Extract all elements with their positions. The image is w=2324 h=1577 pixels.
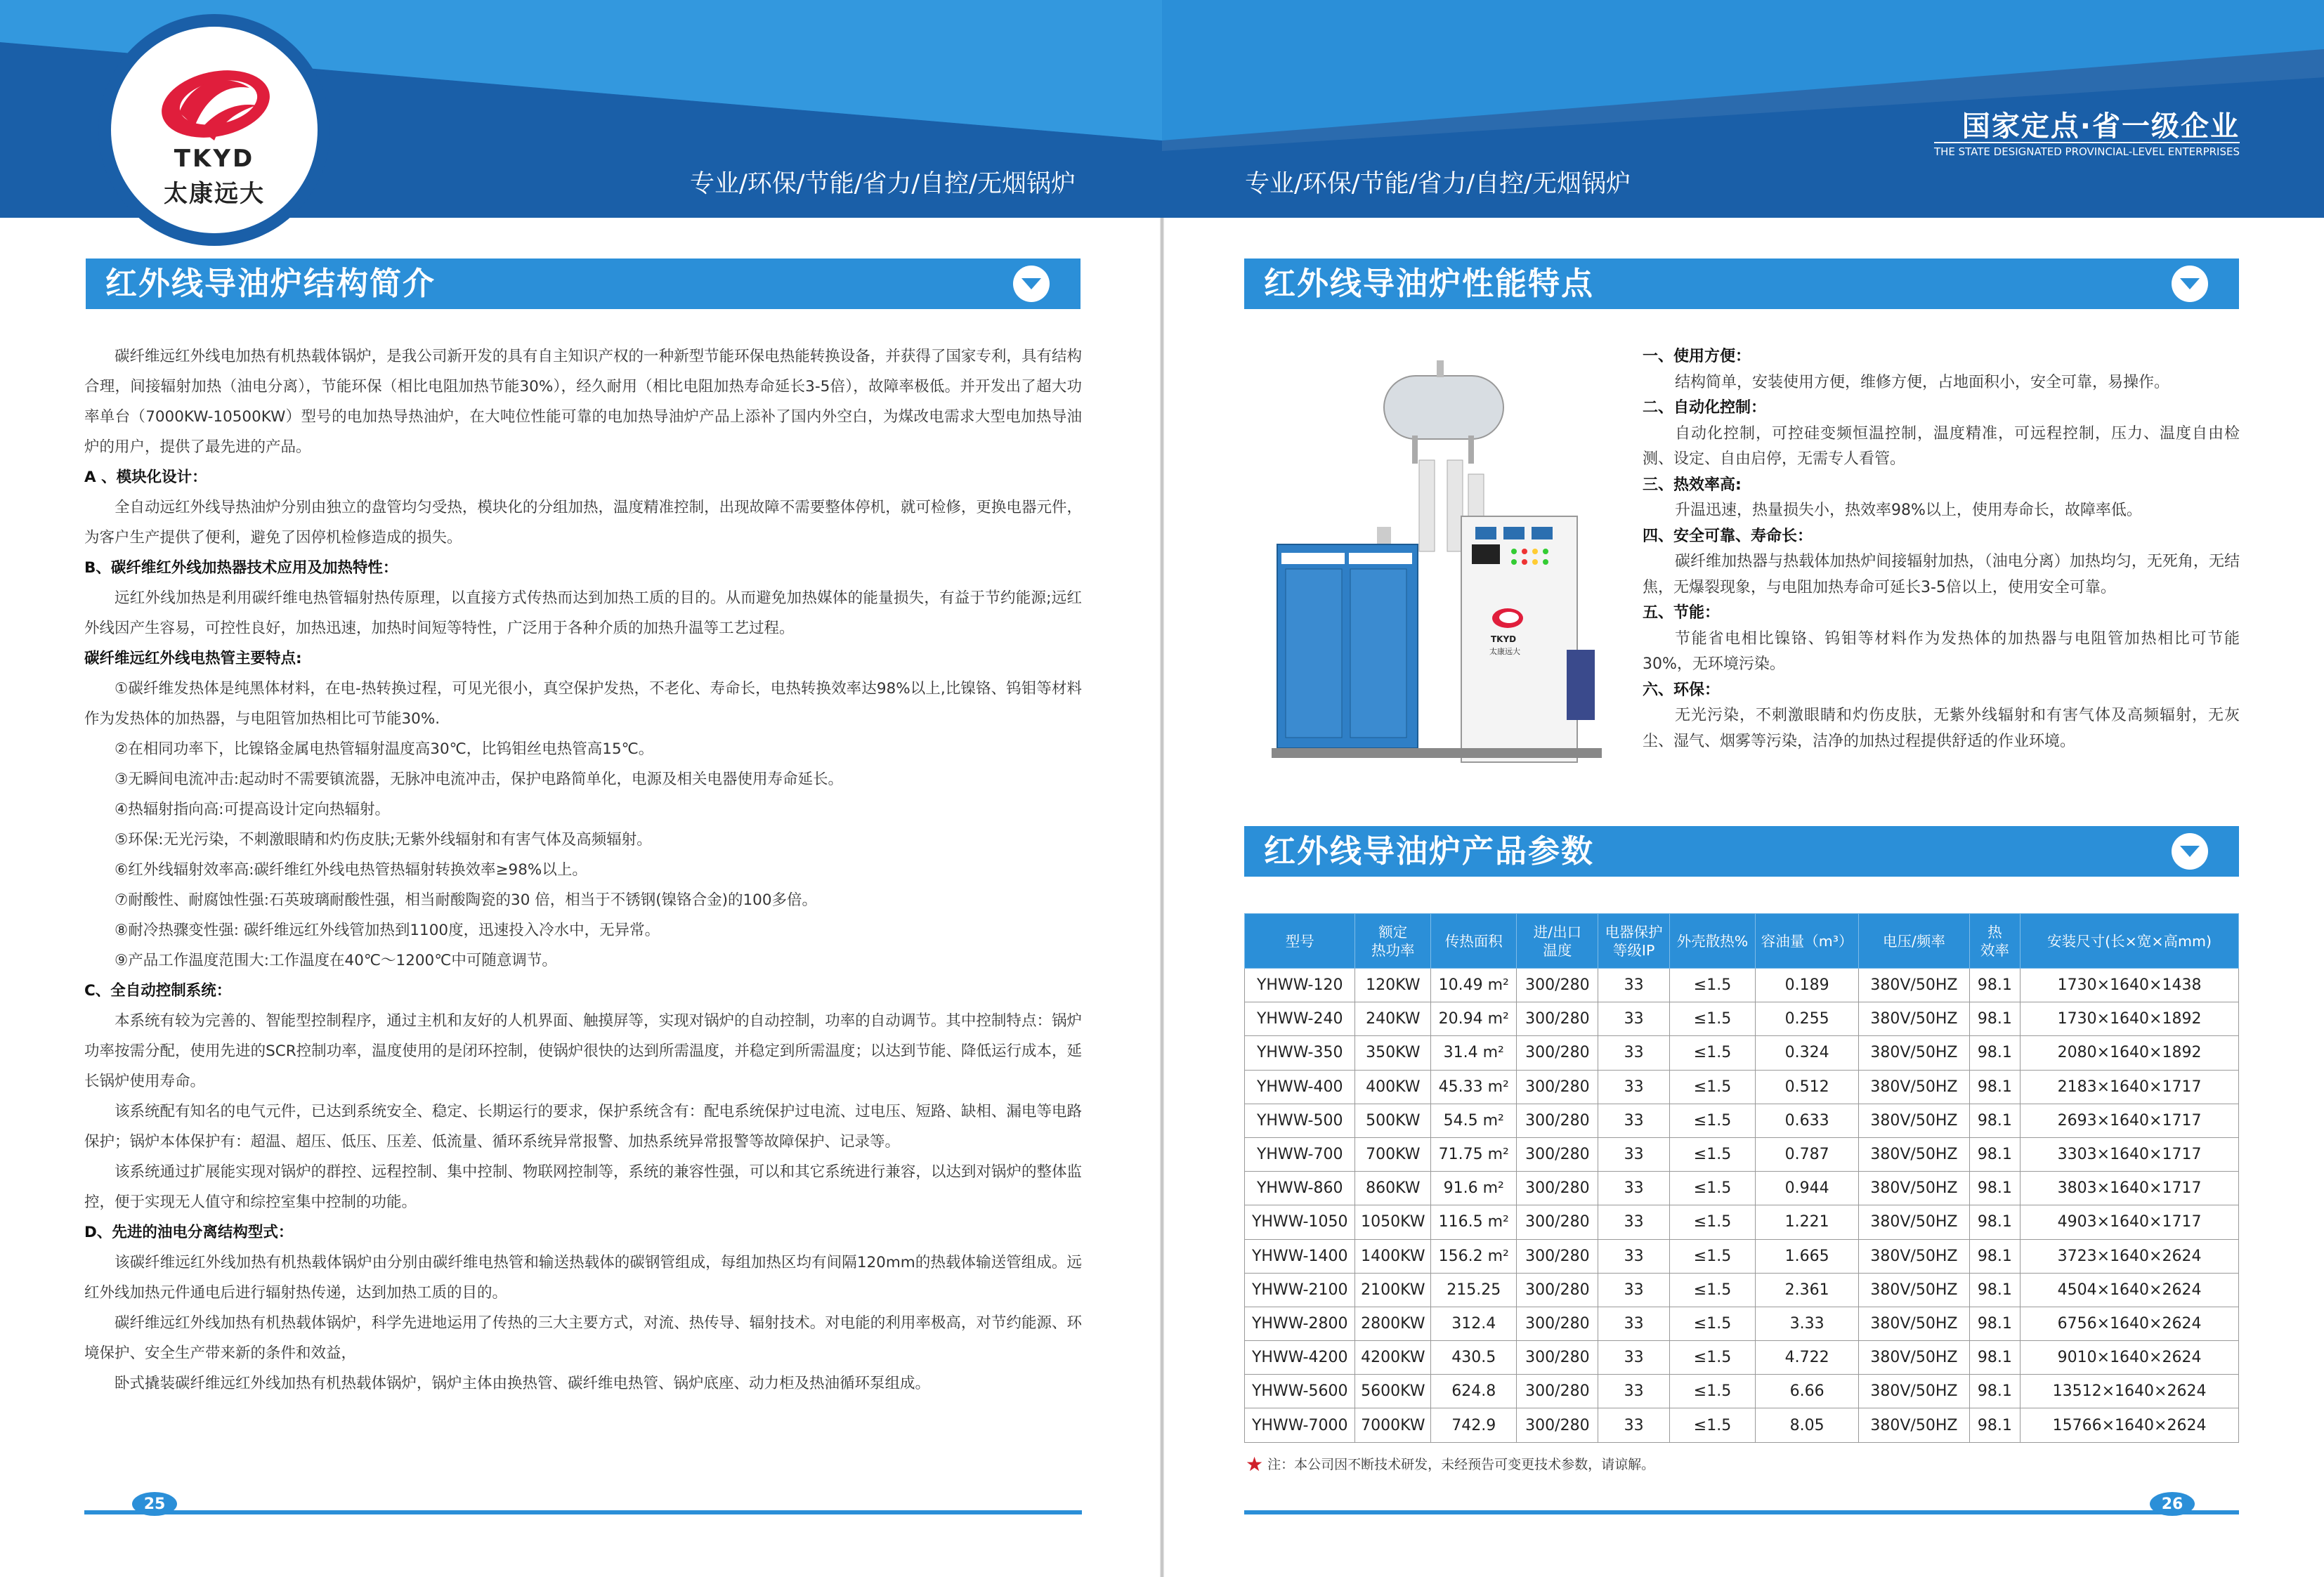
table-cell: 33 bbox=[1598, 1002, 1670, 1036]
table-cell: 380V/50HZ bbox=[1859, 1341, 1969, 1375]
body-paragraph: ④热辐射指向高:可提高设计定向热辐射。 bbox=[115, 801, 391, 818]
table-cell: YHWW-5600 bbox=[1245, 1375, 1355, 1408]
table-cell: 33 bbox=[1598, 1273, 1670, 1307]
table-cell: YHWW-4200 bbox=[1245, 1341, 1355, 1375]
body-paragraph: ⑤环保:无光污染，不刺激眼睛和灼伤皮肤;无紫外线辐射和有害气体及高频辐射。 bbox=[115, 831, 652, 849]
table-row bbox=[1245, 1002, 2239, 1036]
table-cell: 380V/50HZ bbox=[1859, 969, 1969, 1002]
table-header-row bbox=[1245, 914, 2239, 969]
table-cell: 860KW bbox=[1355, 1172, 1431, 1205]
body-paragraph: A 、模块化设计： bbox=[84, 469, 207, 486]
table-cell: 33 bbox=[1598, 1341, 1670, 1375]
feature-paragraph: 四、安全可靠、寿命长： bbox=[1643, 527, 1813, 545]
table-cell: 3303×1640×1717 bbox=[2021, 1137, 2239, 1171]
table-row bbox=[1245, 1172, 2239, 1205]
table-cell: 0.787 bbox=[1756, 1137, 1859, 1171]
table-cell: 33 bbox=[1598, 1205, 1670, 1239]
table-cell: 300/280 bbox=[1517, 1172, 1598, 1205]
table-cell: 13512×1640×2624 bbox=[2021, 1375, 2239, 1408]
feature-paragraph: 六、环保： bbox=[1643, 681, 1721, 699]
table-cell: 2183×1640×1717 bbox=[2021, 1070, 2239, 1104]
table-cell: YHWW-350 bbox=[1245, 1036, 1355, 1070]
table-cell: YHWW-500 bbox=[1245, 1104, 1355, 1137]
company-logo bbox=[98, 14, 330, 246]
machine-logo-cn: 太康远大 bbox=[1489, 647, 1520, 656]
table-cell: 300/280 bbox=[1517, 1137, 1598, 1171]
body-paragraph: 卧式撬装碳纤维远红外线加热有机热载体锅炉，锅炉主体由换热管、碳纤维电热管、锅炉底座、动力柜及热油循环泵组成。 bbox=[115, 1375, 931, 1392]
table-footnote-text: 注：本公司因不断技术研发，未经预告可变更技术参数，请谅解。 bbox=[1267, 1457, 1655, 1472]
table-cell: 300/280 bbox=[1517, 1375, 1598, 1408]
table-cell: 3723×1640×2624 bbox=[2021, 1239, 2239, 1273]
table-cell: 4903×1640×1717 bbox=[2021, 1205, 2239, 1239]
parameter-table bbox=[1244, 913, 2239, 1443]
body-paragraph: 碳纤维远红外线电热管主要特点: bbox=[84, 650, 302, 667]
section-title-structure bbox=[86, 259, 1081, 309]
logo-text-en: TKYD bbox=[174, 145, 255, 173]
table-cell: 380V/50HZ bbox=[1859, 1239, 1969, 1273]
table-cell: 350KW bbox=[1355, 1036, 1431, 1070]
table-cell: YHWW-860 bbox=[1245, 1172, 1355, 1205]
product-image bbox=[1272, 355, 1602, 776]
table-header-cell: 进/出口 温度 bbox=[1517, 914, 1598, 969]
slogan-left: 专业/环保/节能/省力/自控/无烟锅炉 bbox=[690, 170, 1076, 198]
feature-paragraph: 五、节能： bbox=[1643, 604, 1721, 622]
table-cell: YHWW-400 bbox=[1245, 1070, 1355, 1104]
table-cell: ≤1.5 bbox=[1669, 1408, 1755, 1442]
table-cell: 33 bbox=[1598, 1036, 1670, 1070]
table-cell: 45.33 m² bbox=[1431, 1070, 1517, 1104]
table-cell: 1400KW bbox=[1355, 1239, 1431, 1273]
table-cell: 1730×1640×1438 bbox=[2021, 969, 2239, 1002]
table-cell: 380V/50HZ bbox=[1859, 1273, 1969, 1307]
table-cell: 33 bbox=[1598, 1172, 1670, 1205]
table-row bbox=[1245, 1070, 2239, 1104]
table-cell: 380V/50HZ bbox=[1859, 1408, 1969, 1442]
table-cell: 5600KW bbox=[1355, 1375, 1431, 1408]
body-paragraph: C、全自动控制系统： bbox=[84, 982, 232, 1000]
page-header bbox=[0, 0, 2324, 218]
table-cell: 15766×1640×2624 bbox=[2021, 1408, 2239, 1442]
table-cell: 98.1 bbox=[1969, 1104, 2021, 1137]
body-paragraph: D、先进的油电分离结构型式： bbox=[84, 1224, 294, 1241]
table-row bbox=[1245, 1104, 2239, 1137]
table-cell: 6.66 bbox=[1756, 1375, 1859, 1408]
table-cell: 624.8 bbox=[1431, 1375, 1517, 1408]
body-paragraph: 碳纤维远红外线电加热有机热载体锅炉，是我公司新开发的具有自主知识产权的一种新型节能环保电热能转换设备，并获得了国家专利，具有结构合理，间接辐射加热（油电分离），节能环保（相比电阻加热节能30%），经久耐用（相比电阻加热寿命延长3-5倍），故障率极低。并开发出了超大功率单台（7000KW-10500KW）型号的电加热导热油炉，在大吨位性能可靠的电加热导油炉产品上添补了国内外空白，为煤改电需求大型电加热导油炉的用户，提供了最先进的产品。 bbox=[84, 348, 1082, 456]
table-cell: 1.221 bbox=[1756, 1205, 1859, 1239]
footer-rule-right bbox=[1244, 1510, 2239, 1514]
table-cell: 300/280 bbox=[1517, 1307, 1598, 1340]
table-cell: 380V/50HZ bbox=[1859, 1104, 1969, 1137]
table-cell: ≤1.5 bbox=[1669, 969, 1755, 1002]
table-cell: 380V/50HZ bbox=[1859, 1375, 1969, 1408]
table-cell: 3.33 bbox=[1756, 1307, 1859, 1340]
table-cell: 6756×1640×2624 bbox=[2021, 1307, 2239, 1340]
feature-paragraph: 结构简单，安装使用方便，维修方便，占地面积小，安全可靠，易操作。 bbox=[1675, 373, 2170, 391]
org-subtitle: THE STATE DESIGNATED PROVINCIAL-LEVEL ENTERPRISES bbox=[1934, 142, 2240, 158]
chevron-down-icon bbox=[1013, 266, 1050, 302]
table-cell: YHWW-1400 bbox=[1245, 1239, 1355, 1273]
table-header-cell: 安装尺寸(长×宽×高mm) bbox=[2021, 914, 2239, 969]
table-cell: 300/280 bbox=[1517, 1104, 1598, 1137]
chevron-down-icon bbox=[2172, 266, 2208, 302]
table-cell: ≤1.5 bbox=[1669, 1239, 1755, 1273]
slogan-right: 专业/环保/节能/省力/自控/无烟锅炉 bbox=[1245, 170, 1631, 198]
table-cell: 312.4 bbox=[1431, 1307, 1517, 1340]
table-cell: 700KW bbox=[1355, 1137, 1431, 1171]
table-cell: YHWW-240 bbox=[1245, 1002, 1355, 1036]
table-row bbox=[1245, 1307, 2239, 1340]
table-cell: ≤1.5 bbox=[1669, 1104, 1755, 1137]
table-cell: 2080×1640×1892 bbox=[2021, 1036, 2239, 1070]
table-cell: 33 bbox=[1598, 1137, 1670, 1171]
table-cell: 98.1 bbox=[1969, 1408, 2021, 1442]
table-cell: 380V/50HZ bbox=[1859, 1036, 1969, 1070]
table-cell: 380V/50HZ bbox=[1859, 1307, 1969, 1340]
table-cell: 8.05 bbox=[1756, 1408, 1859, 1442]
table-cell: 33 bbox=[1598, 1070, 1670, 1104]
features-body-text bbox=[1643, 344, 2240, 754]
feature-paragraph: 碳纤维加热器与热载体加热炉间接辐射加热，（油电分离）加热均匀，无死角，无结焦，无爆裂现象，与电阻加热寿命可延长3-5倍以上，使用安全可靠。 bbox=[1643, 553, 2240, 596]
table-cell: 98.1 bbox=[1969, 1205, 2021, 1239]
table-cell: 54.5 m² bbox=[1431, 1104, 1517, 1137]
table-cell: YHWW-700 bbox=[1245, 1137, 1355, 1171]
table-cell: 380V/50HZ bbox=[1859, 1205, 1969, 1239]
feature-paragraph: 一、使用方便： bbox=[1643, 348, 1751, 365]
chevron-down-icon bbox=[2172, 833, 2208, 870]
table-cell: 156.2 m² bbox=[1431, 1239, 1517, 1273]
table-header-cell: 外壳散热% bbox=[1669, 914, 1755, 969]
machine-logo-en: TKYD bbox=[1491, 634, 1517, 644]
feature-paragraph: 无光污染，不刺激眼睛和灼伤皮肤，无紫外线辐射和有害气体及高频辐射，无灰尘、湿气、烟雾等污染，洁净的加热过程提供舒适的作业环境。 bbox=[1643, 707, 2240, 750]
table-cell: 1730×1640×1892 bbox=[2021, 1002, 2239, 1036]
table-cell: 500KW bbox=[1355, 1104, 1431, 1137]
feature-paragraph: 节能省电相比镍铬、钨钼等材料作为发热体的加热器与电阻管加热相比可节能30%，无环境污染。 bbox=[1643, 629, 2240, 673]
table-cell: 1.665 bbox=[1756, 1239, 1859, 1273]
table-cell: 0.633 bbox=[1756, 1104, 1859, 1137]
body-paragraph: B、碳纤维红外线加热器技术应用及加热特性： bbox=[84, 559, 398, 577]
table-row bbox=[1245, 1273, 2239, 1307]
table-cell: 300/280 bbox=[1517, 1408, 1598, 1442]
table-cell: ≤1.5 bbox=[1669, 1137, 1755, 1171]
star-icon: ★ bbox=[1246, 1453, 1264, 1476]
table-cell: 380V/50HZ bbox=[1859, 1002, 1969, 1036]
table-cell: 2693×1640×1717 bbox=[2021, 1104, 2239, 1137]
table-row bbox=[1245, 1205, 2239, 1239]
feature-paragraph: 三、热效率高: bbox=[1643, 476, 1742, 494]
table-cell: 98.1 bbox=[1969, 1307, 2021, 1340]
table-cell: 1050KW bbox=[1355, 1205, 1431, 1239]
table-cell: 0.512 bbox=[1756, 1070, 1859, 1104]
table-row bbox=[1245, 969, 2239, 1002]
table-cell: 240KW bbox=[1355, 1002, 1431, 1036]
section-title-params bbox=[1244, 826, 2239, 877]
table-header-cell: 传热面积 bbox=[1431, 914, 1517, 969]
table-cell: YHWW-2800 bbox=[1245, 1307, 1355, 1340]
table-cell: YHWW-2100 bbox=[1245, 1273, 1355, 1307]
table-cell: 380V/50HZ bbox=[1859, 1137, 1969, 1171]
table-cell: 98.1 bbox=[1969, 1036, 2021, 1070]
table-cell: 98.1 bbox=[1969, 1137, 2021, 1171]
table-row bbox=[1245, 1239, 2239, 1273]
table-cell: 0.324 bbox=[1756, 1036, 1859, 1070]
table-cell: 215.25 bbox=[1431, 1273, 1517, 1307]
table-cell: 300/280 bbox=[1517, 1002, 1598, 1036]
table-cell: 33 bbox=[1598, 1408, 1670, 1442]
body-paragraph: 该系统通过扩展能实现对锅炉的群控、远程控制、集中控制、物联网控制等，系统的兼容性强，可以和其它系统进行兼容，以达到对锅炉的整体监控，便于实现无人值守和综控室集中控制的功能。 bbox=[84, 1163, 1082, 1211]
table-cell: 0.189 bbox=[1756, 969, 1859, 1002]
table-cell: 98.1 bbox=[1969, 969, 2021, 1002]
table-cell: 120KW bbox=[1355, 969, 1431, 1002]
table-cell: 10.49 m² bbox=[1431, 969, 1517, 1002]
page-number-right: 26 bbox=[2150, 1492, 2195, 1516]
body-paragraph: 远红外线加热是利用碳纤维电热管辐射热传原理，以直接方式传热而达到加热工质的目的。从而避免加热媒体的能量损失，有益于节约能源;远红外线因产生容易，可控性良好，加热迅速，加热时间短等特性，广泛用于各种介质的加热升温等工艺过程。 bbox=[84, 589, 1082, 637]
page-number-left: 25 bbox=[132, 1492, 177, 1516]
body-paragraph: ①碳纤维发热体是纯黑体材料，在电-热转换过程，可见光很小，真空保护发热，不老化、寿命长，电热转换效率达98%以上,比镍铬、钨钼等材料作为发热体的加热器，与电阻管加热相比可节能30%. bbox=[84, 680, 1082, 728]
table-cell: 3803×1640×1717 bbox=[2021, 1172, 2239, 1205]
logo-mark-icon bbox=[151, 63, 278, 148]
table-cell: 33 bbox=[1598, 1239, 1670, 1273]
table-cell: 98.1 bbox=[1969, 1375, 2021, 1408]
table-cell: 98.1 bbox=[1969, 1239, 2021, 1273]
table-cell: YHWW-1050 bbox=[1245, 1205, 1355, 1239]
table-cell: 0.944 bbox=[1756, 1172, 1859, 1205]
table-cell: YHWW-7000 bbox=[1245, 1408, 1355, 1442]
table-cell: ≤1.5 bbox=[1669, 1375, 1755, 1408]
body-paragraph: 全自动远红外线导热油炉分别由独立的盘管均匀受热，模块化的分组加热，温度精准控制，出现故障不需要整体停机，就可检修，更换电器元件，为客户生产提供了便利，避免了因停机检修造成的损失。 bbox=[84, 499, 1082, 547]
table-cell: 300/280 bbox=[1517, 1036, 1598, 1070]
table-row bbox=[1245, 1408, 2239, 1442]
table-cell: 4.722 bbox=[1756, 1341, 1859, 1375]
table-cell: 71.75 m² bbox=[1431, 1137, 1517, 1171]
table-cell: 300/280 bbox=[1517, 1205, 1598, 1239]
body-paragraph: ⑨产品工作温度范围大:工作温度在40℃～1200℃中可随意调节。 bbox=[115, 952, 557, 969]
table-cell: 98.1 bbox=[1969, 1070, 2021, 1104]
table-cell: ≤1.5 bbox=[1669, 1341, 1755, 1375]
section-title-features-text: 红外线导油炉性能特点 bbox=[1264, 265, 1595, 302]
page-spine bbox=[1160, 218, 1164, 1577]
body-paragraph: 该系统配有知名的电气元件，已达到系统安全、稳定、长期运行的要求，保护系统含有：配电系统保护过电流、过电压、短路、缺相、漏电等电路保护；锅炉本体保护有：超温、超压、低压、压差、低流量、循环系统异常报警、加热系统异常报警等故障保护、记录等。 bbox=[84, 1103, 1082, 1151]
table-cell: ≤1.5 bbox=[1669, 1070, 1755, 1104]
logo-text-cn: 太康远大 bbox=[164, 180, 265, 208]
table-header-cell: 热 效率 bbox=[1969, 914, 2021, 969]
table-cell: 300/280 bbox=[1517, 1273, 1598, 1307]
table-cell: 742.9 bbox=[1431, 1408, 1517, 1442]
section-title-structure-text: 红外线导油炉结构简介 bbox=[105, 265, 436, 302]
table-cell: 33 bbox=[1598, 1104, 1670, 1137]
table-cell: 4504×1640×2624 bbox=[2021, 1273, 2239, 1307]
table-row bbox=[1245, 1375, 2239, 1408]
table-cell: 300/280 bbox=[1517, 969, 1598, 1002]
table-cell: 2.361 bbox=[1756, 1273, 1859, 1307]
table-cell: 4200KW bbox=[1355, 1341, 1431, 1375]
table-header-cell: 电压/频率 bbox=[1859, 914, 1969, 969]
table-header-cell: 容油量（m³） bbox=[1756, 914, 1859, 969]
table-cell: 33 bbox=[1598, 1375, 1670, 1408]
body-paragraph: 本系统有较为完善的、智能型控制程序，通过主机和友好的人机界面、触摸屏等，实现对锅炉的自动控制，功率的自动调节。其中控制特点：锅炉功率按需分配，使用先进的SCR控制功率，温度使用的是闭环控制，使锅炉很快的达到所需温度，并稳定到所需温度；以达到节能、降低运行成本，延长锅炉使用寿命。 bbox=[84, 1012, 1082, 1090]
table-cell: 9010×1640×2624 bbox=[2021, 1341, 2239, 1375]
table-body bbox=[1245, 969, 2239, 1443]
table-cell: 7000KW bbox=[1355, 1408, 1431, 1442]
table-cell: 91.6 m² bbox=[1431, 1172, 1517, 1205]
feature-paragraph: 自动化控制，可控硅变频恒温控制，温度精准，可远程控制，压力、温度自由检测、设定、自由启停，无需专人看管。 bbox=[1643, 424, 2240, 468]
table-cell: 31.4 m² bbox=[1431, 1036, 1517, 1070]
table-cell: 98.1 bbox=[1969, 1002, 2021, 1036]
table-row bbox=[1245, 1137, 2239, 1171]
table-cell: 2100KW bbox=[1355, 1273, 1431, 1307]
table-row bbox=[1245, 1341, 2239, 1375]
table-cell: 380V/50HZ bbox=[1859, 1070, 1969, 1104]
table-footnote bbox=[1246, 1453, 1654, 1476]
table-cell: YHWW-120 bbox=[1245, 969, 1355, 1002]
body-paragraph: ⑥红外线辐射效率高:碳纤维红外线电热管热辐射转换效率≥98%以上。 bbox=[115, 861, 587, 879]
table-cell: 33 bbox=[1598, 1307, 1670, 1340]
feature-paragraph: 二、自动化控制： bbox=[1643, 399, 1767, 417]
table-cell: 2800KW bbox=[1355, 1307, 1431, 1340]
table-cell: ≤1.5 bbox=[1669, 1002, 1755, 1036]
table-cell: 300/280 bbox=[1517, 1070, 1598, 1104]
table-cell: ≤1.5 bbox=[1669, 1205, 1755, 1239]
table-cell: ≤1.5 bbox=[1669, 1273, 1755, 1307]
section-title-params-text: 红外线导油炉产品参数 bbox=[1264, 832, 1595, 870]
table-row bbox=[1245, 1036, 2239, 1070]
table-header-cell: 电器保护 等级IP bbox=[1598, 914, 1670, 969]
structure-body-text bbox=[84, 341, 1082, 1399]
footer-rule-left bbox=[84, 1510, 1082, 1514]
body-paragraph: 碳纤维远红外线加热有机热载体锅炉，科学先进地运用了传热的三大主要方式，对流、热传导、辐射技术。对电能的利用率极高，对节约能源、环境保护、安全生产带来新的条件和效益， bbox=[84, 1314, 1082, 1362]
section-title-features bbox=[1244, 259, 2239, 309]
table-cell: ≤1.5 bbox=[1669, 1036, 1755, 1070]
table-cell: 98.1 bbox=[1969, 1172, 2021, 1205]
body-paragraph: ⑧耐冷热骤变性强: 碳纤维远红外线管加热到1100度，迅速投入冷水中，无异常。 bbox=[115, 922, 660, 939]
body-paragraph: ②在相同功率下，比镍铬金属电热管辐射温度高30℃，比钨钼丝电热管高15℃。 bbox=[115, 740, 654, 758]
body-paragraph: 该碳纤维远红外线加热有机热载体锅炉由分别由碳纤维电热管和输送热载体的碳钢管组成，每组加热区均有间隔120mm的热载体输送管组成。远红外线加热元件通电后进行辐射热传递，达到加热工质的目的。 bbox=[84, 1254, 1082, 1302]
table-cell: 380V/50HZ bbox=[1859, 1172, 1969, 1205]
org-title: 国家定点·省一级企业 bbox=[1961, 110, 2240, 143]
table-cell: 430.5 bbox=[1431, 1341, 1517, 1375]
table-header-cell: 型号 bbox=[1245, 914, 1355, 969]
table-cell: 0.255 bbox=[1756, 1002, 1859, 1036]
body-paragraph: ③无瞬间电流冲击:起动时不需要镇流器，无脉冲电流冲击，保护电路简单化，电源及相关电器使用寿命延长。 bbox=[115, 771, 844, 788]
body-paragraph: ⑦耐酸性、耐腐蚀性强:石英玻璃耐酸性强，相当耐酸陶瓷的30 倍，相当于不锈钢(镍铬合金)的100多倍。 bbox=[115, 891, 818, 909]
table-cell: ≤1.5 bbox=[1669, 1307, 1755, 1340]
table-cell: 400KW bbox=[1355, 1070, 1431, 1104]
table-cell: 20.94 m² bbox=[1431, 1002, 1517, 1036]
table-cell: 33 bbox=[1598, 969, 1670, 1002]
table-cell: 98.1 bbox=[1969, 1341, 2021, 1375]
feature-paragraph: 升温迅速，热量损失小，热效率98%以上，使用寿命长，故障率低。 bbox=[1675, 502, 2142, 519]
table-cell: 300/280 bbox=[1517, 1239, 1598, 1273]
table-cell: ≤1.5 bbox=[1669, 1172, 1755, 1205]
table-cell: 116.5 m² bbox=[1431, 1205, 1517, 1239]
table-cell: 98.1 bbox=[1969, 1273, 2021, 1307]
table-header-cell: 额定 热功率 bbox=[1355, 914, 1431, 969]
table-cell: 300/280 bbox=[1517, 1341, 1598, 1375]
